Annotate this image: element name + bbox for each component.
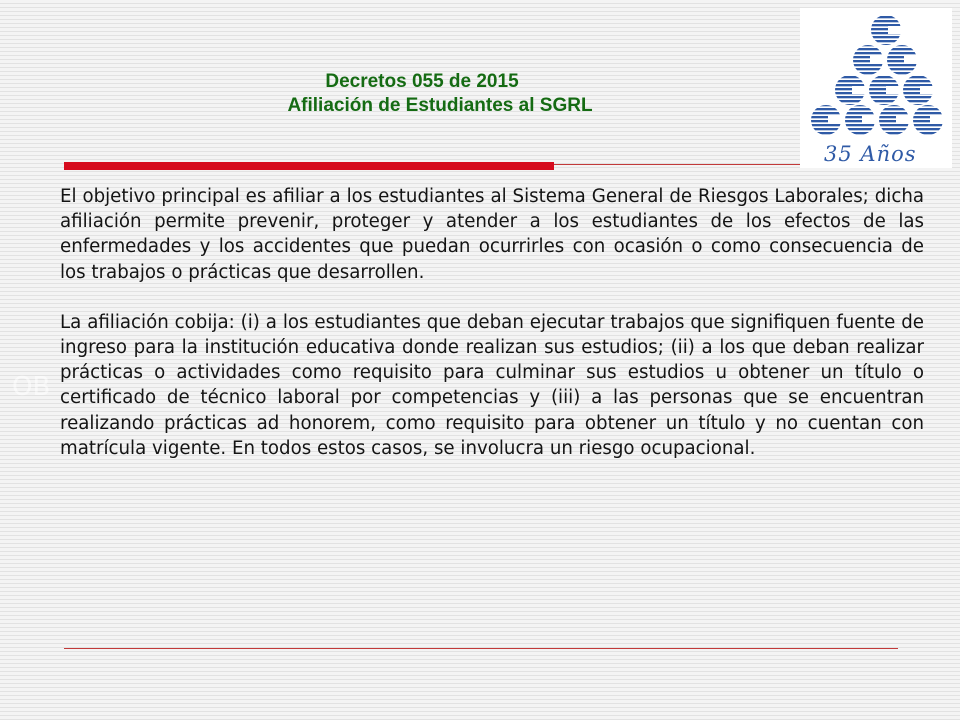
logo-c-opening (828, 116, 843, 124)
logo-c-opening (896, 116, 911, 124)
logo-c-opening (904, 56, 919, 64)
slide-body (60, 184, 924, 461)
logo-c-opening (930, 116, 945, 124)
logo-c-opening (886, 86, 901, 94)
logo-c-opening (852, 86, 867, 94)
logo-anniversary-caption: 35 Años (824, 142, 917, 166)
footer-divider-line (64, 648, 898, 649)
accent-red-bar (64, 162, 554, 170)
title-line-topic: Afiliación de Estudiantes al SGRL (287, 95, 593, 116)
logo-c-opening (862, 116, 877, 124)
header-divider-line (554, 164, 830, 165)
logo-c-opening (888, 26, 903, 34)
faded-watermark-text: OB (12, 372, 51, 402)
logo-c-opening (870, 56, 885, 64)
paragraph-objective: El objetivo principal es afiliar a los estudiantes al Sistema General de Riesgos Laborales; dicha afiliación permite prevenir, proteger y atender a los estudiantes de los efectos de las enfermedades y los accidentes que puedan ocurrirles con ocasión o como consecuencia de los trabajos o prácticas que desarrollen. (60, 186, 924, 283)
title-line-decree: Decretos 055 de 2015 (325, 71, 519, 92)
logo-c-opening (920, 86, 935, 94)
paragraph-coverage: La afiliación cobija: (i) a los estudiantes que deban ejecutar trabajos que signifiquen fuente de ingreso para la institución educativa donde realizan sus estudios; (ii) a los que deban realizar prácticas o actividades como requisito para culminar sus estudios u obtener un título o certificado de técnico laboral por competencias y (iii) a las personas que se encuentran realizando prácticas ad honorem, como requisito para obtener un título y no cuentan con matrícula vigente. En todos estos casos, se involucra un riesgo ocupacional. (60, 311, 924, 459)
slide-title (140, 70, 740, 118)
